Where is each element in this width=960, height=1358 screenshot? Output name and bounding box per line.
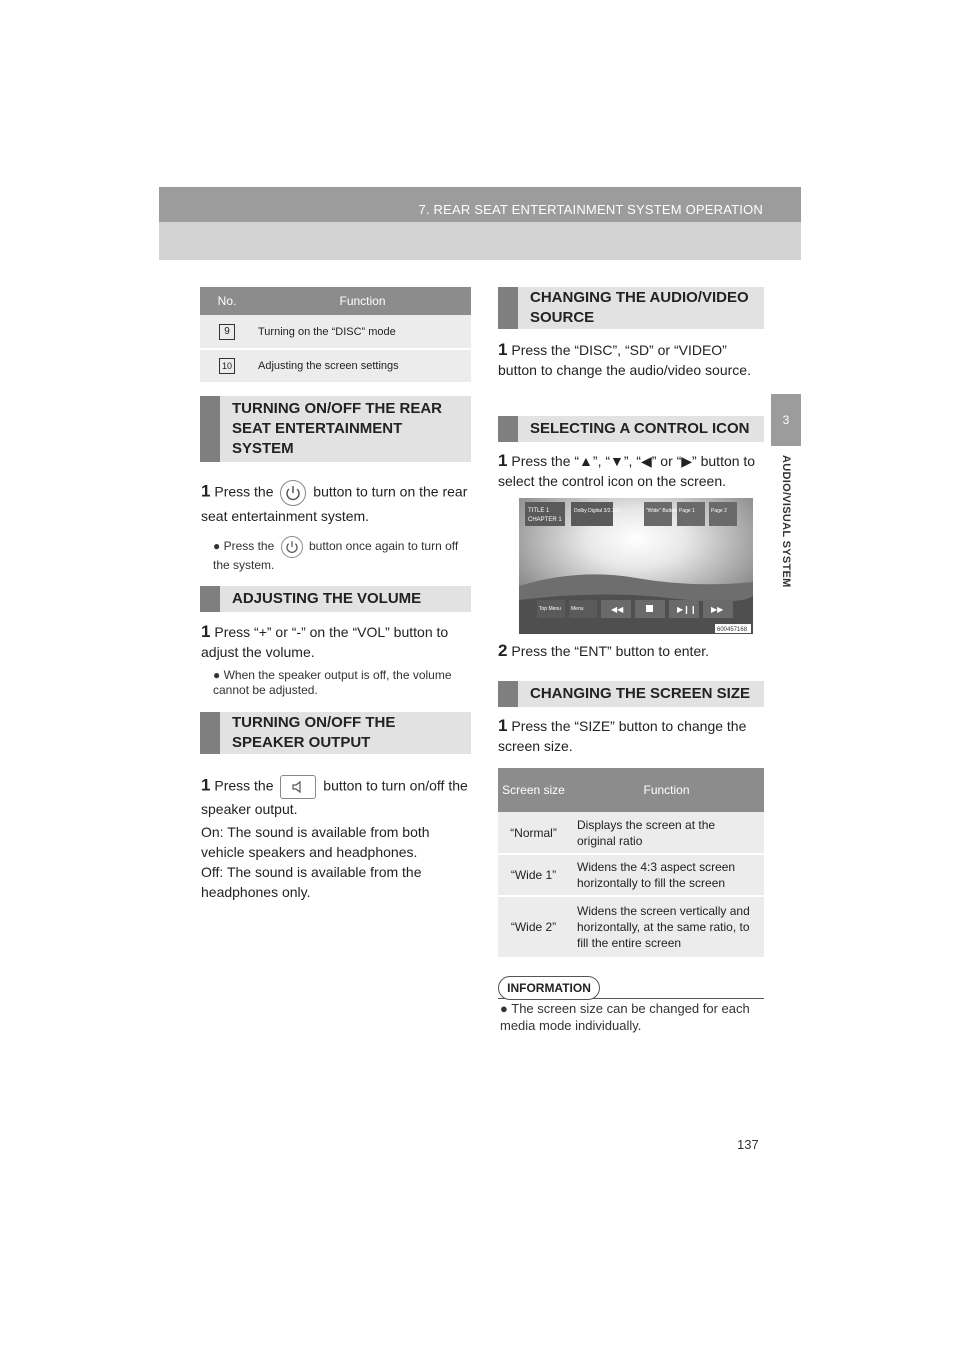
speaker-on-text: On: The sound is available from both vehicle speakers and headphones.	[201, 824, 430, 860]
side-bar	[771, 222, 801, 260]
screen-label: Page 2	[711, 508, 727, 514]
section-heading: TURNING ON/OFF THE SPEAKER OUTPUT	[200, 712, 471, 754]
table-row: “Wide 2” Widens the screen vertically and horizontally, at the same ratio, to fill the entire screen	[498, 896, 764, 958]
screen-label: "Wide" Button	[646, 508, 677, 514]
table-cell: Adjusting the screen settings	[254, 349, 471, 383]
table-row: “Wide 1” Widens the 4:3 aspect screen horizontally to fill the screen	[498, 854, 764, 896]
chapter-label-tab	[778, 455, 794, 605]
step-enter: 2 Press the “ENT” button to enter.	[498, 641, 710, 660]
speaker-icon	[280, 775, 316, 799]
step-control-icon: 1 Press the “▲”, “▼”, “◀” or “▶” button to select the control icon on the screen.	[498, 451, 756, 489]
power-icon	[280, 480, 306, 506]
bullet-note: ● Press the button once again to turn off the system.	[213, 536, 471, 573]
table-row: “Normal” Displays the screen at the original ratio	[498, 812, 764, 854]
svg-text:▶❙❙: ▶❙❙	[677, 605, 697, 614]
function-table	[200, 287, 471, 384]
col-function: Function	[254, 287, 471, 315]
screen-label: Page 1	[679, 508, 695, 514]
screen-label: CHAPTER 1	[528, 517, 562, 523]
number-badge: 10	[219, 358, 235, 374]
number-badge: 9	[219, 324, 235, 340]
section-heading: ADJUSTING THE VOLUME	[200, 586, 471, 612]
svg-text:◀◀: ◀◀	[611, 605, 624, 614]
section-heading: CHANGING THE SCREEN SIZE	[498, 681, 764, 707]
power-icon	[281, 536, 303, 558]
bullet-note: ● When the speaker output is off, the volume cannot be adjusted.	[213, 668, 452, 697]
svg-text:▶▶: ▶▶	[711, 605, 724, 614]
table-row	[200, 315, 471, 349]
step-source: 1 Press the “DISC”, “SD” or “VIDEO” button to change the audio/video source.	[498, 340, 751, 378]
screen-label: Menu	[571, 606, 584, 612]
table-row	[200, 349, 471, 383]
image-code: 600457168	[717, 627, 748, 633]
screen-label: Dolby Digital 3/2.1ch	[574, 508, 620, 514]
step-power: 1 Press the button to turn on the rear seat entertainment system.	[201, 481, 468, 524]
screen-illustration	[519, 498, 753, 634]
table-cell: Turning on the “DISC” mode	[254, 315, 471, 349]
step-number: 1	[201, 481, 211, 501]
section-heading: CHANGING THE AUDIO/VIDEO SOURCE	[498, 287, 764, 329]
information-text: ● The screen size can be changed for each media mode individually.	[500, 1001, 750, 1033]
step-volume: 1 Press “+” or “-” on the “VOL” button to adjust the volume.	[201, 622, 449, 660]
step-size: 1 Press the “SIZE” button to change the screen size.	[498, 716, 747, 754]
chapter-number-tab: 3	[771, 394, 801, 446]
col-screen-size: Screen size	[498, 768, 569, 812]
speaker-off-text: Off: The sound is available from the headphones only.	[201, 864, 422, 900]
step-speaker: 1 Press the button to turn on/off the speaker output.	[201, 775, 468, 817]
screen-label: Top Menu	[539, 606, 561, 612]
section-heading: TURNING ON/OFF THE REAR SEAT ENTERTAINMENT SYSTEM	[200, 396, 471, 462]
information-label: INFORMATION	[498, 976, 600, 1000]
col-function: Function	[569, 768, 764, 812]
chapter-label: AUDIO/VISUAL SYSTEM	[780, 455, 792, 588]
col-no: No.	[200, 287, 254, 315]
section-heading: SELECTING A CONTROL ICON	[498, 416, 764, 442]
chapter-title: 7. REAR SEAT ENTERTAINMENT SYSTEM OPERATION	[418, 202, 763, 217]
page-number: 137	[737, 1137, 759, 1152]
screen-size-table	[498, 768, 764, 959]
screen-label: TITLE 1	[528, 508, 550, 514]
